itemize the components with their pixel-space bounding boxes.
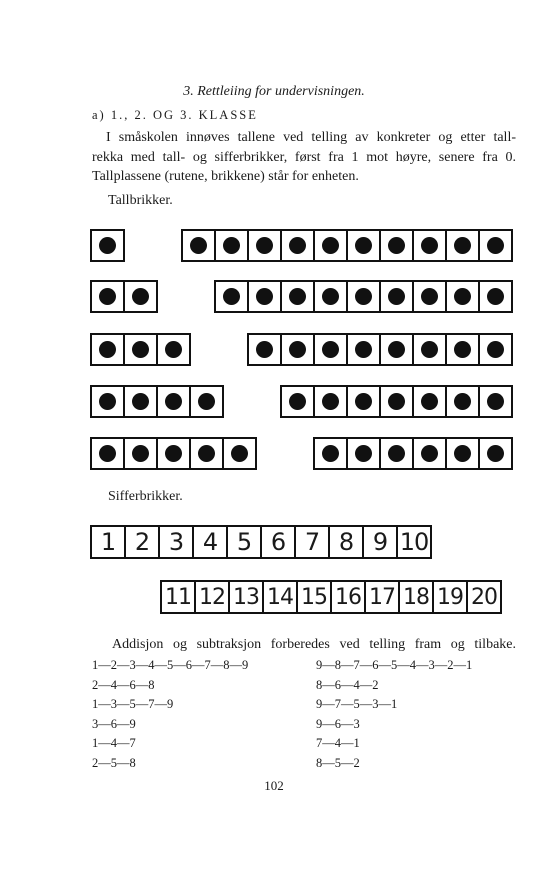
- digit-tile: 9: [362, 525, 398, 559]
- dot-tile: [346, 229, 381, 262]
- dot-icon: [388, 237, 405, 254]
- dot-icon: [388, 341, 405, 358]
- dot-tile: [313, 229, 348, 262]
- dot-tile: [445, 229, 480, 262]
- dot-tile: [346, 333, 381, 366]
- tallbrikke-left-group: [90, 333, 189, 366]
- sequences-right: [316, 656, 472, 773]
- dot-icon: [99, 288, 116, 305]
- dot-icon: [355, 445, 372, 462]
- dot-icon: [322, 445, 339, 462]
- tallbrikke-right-group: [181, 229, 511, 262]
- dot-icon: [99, 393, 116, 410]
- tallbrikke-right-group: [313, 437, 511, 470]
- dot-tile: [90, 385, 125, 418]
- dot-icon: [231, 445, 248, 462]
- dot-tile: [90, 437, 125, 470]
- dot-tile: [379, 333, 414, 366]
- sequence-line: 1—3—5—7—9: [92, 697, 174, 711]
- digit-tile: 19: [432, 580, 468, 614]
- tallbrikker-label: Tallbrikker.: [108, 193, 173, 208]
- dot-icon: [165, 341, 182, 358]
- dot-tile: [222, 437, 257, 470]
- dot-tile: [90, 229, 125, 262]
- dot-icon: [322, 237, 339, 254]
- dot-tile: [445, 437, 480, 470]
- dot-tile: [123, 437, 158, 470]
- dot-icon: [322, 393, 339, 410]
- sequence-line: 9—7—5—3—1: [316, 697, 398, 711]
- sequences-left: [92, 656, 248, 773]
- dot-icon: [289, 288, 306, 305]
- dot-icon: [388, 445, 405, 462]
- dot-tile: [478, 385, 513, 418]
- sequence-line: 7—4—1: [316, 736, 360, 750]
- digit-tile: 17: [364, 580, 400, 614]
- sequence-line: 2—4—6—8: [92, 677, 155, 692]
- intro-paragraph: [92, 128, 516, 187]
- dot-icon: [289, 341, 306, 358]
- dot-tile: [478, 437, 513, 470]
- dot-icon: [388, 393, 405, 410]
- sequence-line: 9—8—7—6—5—4—3—2—1: [316, 658, 473, 672]
- dot-tile: [478, 333, 513, 366]
- dot-icon: [256, 237, 273, 254]
- dot-tile: [280, 333, 315, 366]
- dot-icon: [454, 445, 471, 462]
- dot-tile: [478, 280, 513, 313]
- digit-tile: 18: [398, 580, 434, 614]
- sequence-line: 1—4—7: [92, 736, 136, 750]
- dot-tile: [313, 437, 348, 470]
- page-number: 102: [264, 778, 284, 793]
- dot-icon: [99, 341, 116, 358]
- dot-tile: [156, 333, 191, 366]
- section-label: a) 1., 2. OG 3. KLASSE: [92, 108, 258, 122]
- dot-icon: [487, 341, 504, 358]
- dot-tile: [412, 437, 447, 470]
- dot-icon: [487, 393, 504, 410]
- sifferbrikker-row-2: [160, 580, 500, 614]
- paragraph-line: I småskolen innøves tallene ved telling av konkreter og etter tall-: [106, 130, 516, 145]
- dot-tile: [90, 333, 125, 366]
- paragraph-line: Tallplassene (rutene, brikkene) står for enheten.: [92, 169, 359, 184]
- dot-tile: [247, 229, 282, 262]
- dot-icon: [223, 237, 240, 254]
- dot-icon: [165, 393, 182, 410]
- sequence-line: 8—6—4—2: [316, 677, 379, 692]
- dot-tile: [445, 333, 480, 366]
- dot-tile: [90, 280, 125, 313]
- dot-icon: [355, 393, 372, 410]
- dot-tile: [189, 385, 224, 418]
- dot-tile: [280, 385, 315, 418]
- dot-icon: [454, 237, 471, 254]
- dot-icon: [132, 341, 149, 358]
- dot-icon: [289, 393, 306, 410]
- tallbrikke-left-group: [90, 280, 156, 313]
- dot-tile: [346, 385, 381, 418]
- dot-tile: [247, 333, 282, 366]
- dot-tile: [156, 385, 191, 418]
- dot-icon: [487, 445, 504, 462]
- sifferbrikker-row-1: [90, 525, 430, 559]
- dot-tile: [346, 437, 381, 470]
- dot-tile: [412, 280, 447, 313]
- dot-icon: [132, 445, 149, 462]
- tallbrikke-right-group: [247, 333, 511, 366]
- dot-icon: [165, 445, 182, 462]
- dot-icon: [454, 393, 471, 410]
- dot-icon: [454, 288, 471, 305]
- dot-icon: [421, 341, 438, 358]
- digit-tile: 15: [296, 580, 332, 614]
- digit-tile: 11: [160, 580, 196, 614]
- dot-tile: [379, 280, 414, 313]
- digit-tile: 7: [294, 525, 330, 559]
- dot-tile: [412, 333, 447, 366]
- dot-tile: [313, 280, 348, 313]
- dot-tile: [214, 280, 249, 313]
- dot-tile: [123, 280, 158, 313]
- addition-intro: Addisjon og subtraksjon forberedes ved telling fram og tilbake.: [112, 637, 516, 652]
- dot-icon: [355, 288, 372, 305]
- digit-tile: 6: [260, 525, 296, 559]
- dot-icon: [421, 237, 438, 254]
- dot-tile: [379, 437, 414, 470]
- dot-icon: [198, 445, 215, 462]
- digit-tile: 1: [90, 525, 126, 559]
- dot-icon: [190, 237, 207, 254]
- tallbrikke-right-group: [280, 385, 511, 418]
- tallbrikke-left-group: [90, 385, 222, 418]
- dot-tile: [123, 333, 158, 366]
- dot-icon: [99, 445, 116, 462]
- dot-tile: [313, 333, 348, 366]
- dot-tile: [247, 280, 282, 313]
- digit-tile: 16: [330, 580, 366, 614]
- dot-tile: [445, 385, 480, 418]
- dot-icon: [256, 341, 273, 358]
- digit-tile: 5: [226, 525, 262, 559]
- dot-tile: [478, 229, 513, 262]
- digit-tile: 3: [158, 525, 194, 559]
- tallbrikke-left-group: [90, 229, 123, 262]
- dot-icon: [322, 288, 339, 305]
- dot-icon: [487, 288, 504, 305]
- digit-tile: 13: [228, 580, 264, 614]
- digit-tile: 4: [192, 525, 228, 559]
- dot-tile: [156, 437, 191, 470]
- sifferbrikker-label: Sifferbrikker.: [108, 489, 183, 504]
- dot-tile: [214, 229, 249, 262]
- dot-icon: [289, 237, 306, 254]
- dot-tile: [346, 280, 381, 313]
- dot-tile: [379, 229, 414, 262]
- sequence-line: 3—6—9: [92, 716, 136, 731]
- digit-tile: 2: [124, 525, 160, 559]
- dot-tile: [123, 385, 158, 418]
- dot-icon: [454, 341, 471, 358]
- dot-tile: [412, 229, 447, 262]
- dot-tile: [181, 229, 216, 262]
- dot-tile: [280, 280, 315, 313]
- dot-icon: [388, 288, 405, 305]
- dot-icon: [487, 237, 504, 254]
- tallbrikke-left-group: [90, 437, 255, 470]
- dot-tile: [189, 437, 224, 470]
- tallbrikke-right-group: [214, 280, 511, 313]
- dot-icon: [223, 288, 240, 305]
- dot-tile: [412, 385, 447, 418]
- dot-icon: [198, 393, 215, 410]
- sequence-line: 8—5—2: [316, 755, 360, 770]
- dot-tile: [280, 229, 315, 262]
- dot-icon: [256, 288, 273, 305]
- dot-icon: [322, 341, 339, 358]
- dot-icon: [421, 445, 438, 462]
- sequence-line: 9—6—3: [316, 716, 360, 731]
- digit-tile: 8: [328, 525, 364, 559]
- dot-icon: [132, 393, 149, 410]
- digit-tile: 10: [396, 525, 432, 559]
- page-heading: 3. Rettleiing for undervisningen.: [183, 84, 365, 99]
- digit-tile: 20: [466, 580, 502, 614]
- dot-tile: [313, 385, 348, 418]
- dot-tile: [445, 280, 480, 313]
- dot-icon: [355, 341, 372, 358]
- dot-icon: [355, 237, 372, 254]
- digit-tile: 12: [194, 580, 230, 614]
- paragraph-line: rekka med tall- og sifferbrikker, først fra 1 mot høyre, senere fra 0.: [92, 149, 516, 165]
- dot-icon: [421, 288, 438, 305]
- sequence-line: 2—5—8: [92, 755, 136, 770]
- dot-icon: [99, 237, 116, 254]
- dot-tile: [379, 385, 414, 418]
- sequence-line: 1—2—3—4—5—6—7—8—9: [92, 658, 249, 672]
- dot-icon: [421, 393, 438, 410]
- dot-icon: [132, 288, 149, 305]
- digit-tile: 14: [262, 580, 298, 614]
